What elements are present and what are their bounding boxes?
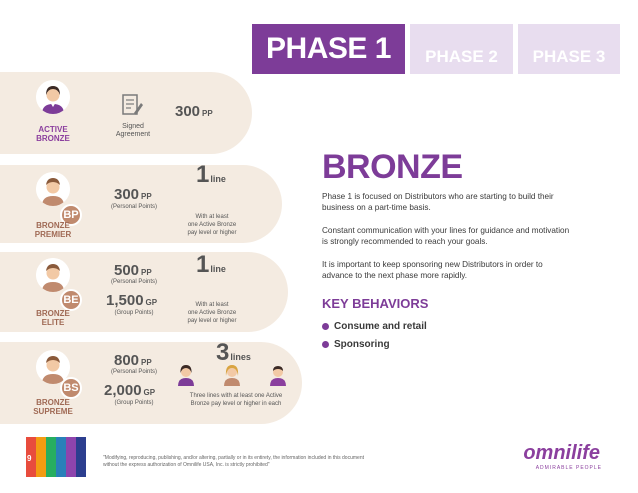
level-label-line2: ELITE — [41, 318, 65, 327]
page-number: 9 — [27, 454, 32, 463]
level-label-line1: BRONZE — [36, 309, 70, 318]
bronze-premier-points — [114, 186, 152, 203]
behavior-item — [322, 321, 427, 332]
group-unit: GP — [145, 298, 158, 307]
bronze-premier-note — [178, 213, 246, 237]
lines-word: line — [210, 264, 226, 274]
lines-word: line — [210, 174, 226, 184]
bullet-dot-icon — [322, 323, 329, 330]
badge-be-text: BE — [63, 294, 79, 306]
tab-phase-1[interactable] — [252, 24, 405, 74]
level-label-line1: BRONZE — [36, 221, 70, 230]
behavior-text: Consume and retail — [334, 321, 427, 332]
tab-phase-1-label: PHASE 1 — [266, 32, 391, 65]
lines-number: 1 — [196, 161, 210, 188]
points-unit: PP — [141, 358, 152, 367]
level-label-bronze-premier — [18, 221, 88, 239]
points-caption: (Personal Points) — [110, 279, 158, 285]
paragraph-3-line1: It is important to keep sponsoring new Distributors in order to — [322, 260, 543, 269]
behavior-item — [322, 339, 390, 350]
bronze-premier-lines — [196, 161, 226, 189]
man-avatar-icon — [36, 172, 70, 206]
level-label-bronze-elite — [18, 309, 88, 327]
points-value: 500 — [114, 262, 140, 279]
paragraph-2 — [322, 225, 622, 247]
paragraph-1 — [322, 191, 622, 213]
color-bars — [26, 437, 86, 477]
level-label-active-bronze — [18, 125, 88, 143]
points-unit: PP — [202, 109, 213, 118]
paragraph-3 — [322, 259, 622, 281]
logo-tagline: ADMIRABLE PEOPLE — [535, 465, 602, 471]
tab-phase-2-label: PHASE 2 — [425, 47, 498, 66]
lines-word: lines — [230, 352, 251, 362]
color-bar-navy — [76, 437, 86, 477]
badge-bp-text: BP — [63, 209, 79, 221]
note-line1: Three lines with at least one Active — [189, 393, 283, 399]
lines-number: 3 — [216, 339, 230, 366]
group-caption: (Group Points) — [114, 310, 154, 316]
color-bar-green — [46, 437, 56, 477]
man-avatar-icon — [268, 362, 288, 391]
paragraph-2-line1: Constant communication with your lines for guidance and motivation — [322, 226, 570, 235]
badge-be — [60, 289, 82, 311]
lines-number: 1 — [196, 251, 210, 278]
paragraph-1-line1: Phase 1 is focused on Distributors who are starting to build their — [322, 192, 554, 201]
level-label-line2: BRONZE — [36, 134, 70, 143]
paragraph-1-line2: business on a part-time basis. — [322, 203, 431, 212]
badge-bs — [60, 377, 82, 399]
points-value: 300 — [114, 186, 140, 203]
level-label-line2: PREMIER — [34, 230, 72, 239]
group-unit: GP — [143, 388, 156, 397]
disclaimer — [103, 455, 403, 469]
note-line2: one Active Bronze — [187, 222, 237, 228]
points-unit: PP — [141, 192, 152, 201]
bronze-elite-lines — [196, 251, 226, 279]
paragraph-2-line2: is strongly recommended to reach your goals. — [322, 237, 488, 246]
page-title: BRONZE — [322, 148, 463, 186]
man-avatar-icon — [36, 258, 70, 292]
tab-phase-3-label: PHASE 3 — [532, 47, 606, 66]
note-line1: With at least — [195, 302, 229, 308]
points-value: 800 — [114, 352, 140, 369]
bronze-supreme-points — [114, 352, 152, 369]
group-value: 1,500 — [106, 292, 144, 309]
bronze-elite-note — [178, 301, 246, 325]
note-line1: With at least — [195, 214, 229, 220]
tab-phase-3[interactable] — [518, 24, 620, 74]
document-pencil-icon — [120, 93, 144, 122]
badge-bs-text: BS — [63, 382, 79, 394]
key-behaviors-heading: KEY BEHAVIORS — [322, 296, 429, 311]
woman-avatar-icon — [222, 362, 242, 391]
note-line2: one Active Bronze — [187, 310, 237, 316]
bronze-supreme-group-points — [104, 382, 155, 399]
signed-line1: Signed — [122, 123, 144, 130]
points-caption: (Personal Points) — [110, 369, 158, 375]
points-value: 300 — [175, 103, 201, 120]
level-label-line1: BRONZE — [36, 398, 70, 407]
points-unit: PP — [141, 268, 152, 277]
points-caption: (Personal Points) — [110, 204, 158, 210]
disclaimer-line2: without the express authorization of Omnilife USA, Inc. is strictly prohibited" — [103, 462, 270, 468]
group-value: 2,000 — [104, 382, 142, 399]
disclaimer-line1: "Modifying, reproducing, publishing, and/or altering, partially or in its entirety, the information included in this document — [103, 455, 364, 461]
bronze-supreme-note — [176, 392, 296, 408]
active-bronze-points — [175, 103, 213, 120]
note-line3: pay level or higher — [187, 318, 237, 324]
level-label-bronze-supreme — [18, 398, 88, 416]
woman-avatar-icon — [176, 362, 196, 391]
color-bar-blue — [56, 437, 66, 477]
footer — [8, 437, 630, 477]
level-label-line1: ACTIVE — [38, 125, 68, 134]
group-caption: (Group Points) — [114, 400, 154, 406]
bullet-dot-icon — [322, 341, 329, 348]
note-line2: Bronze pay level or higher in each — [190, 401, 282, 407]
omnilife-logo: omnilife — [523, 442, 600, 464]
note-line3: pay level or higher — [187, 230, 237, 236]
paragraph-3-line2: advance to the next phase more rapidly. — [322, 271, 468, 280]
signed-agreement-text — [108, 123, 158, 139]
color-bar-purple — [66, 437, 76, 477]
signed-line2: Agreement — [115, 131, 151, 138]
bronze-elite-points — [114, 262, 152, 279]
woman-avatar-icon — [36, 80, 70, 114]
tab-phase-2[interactable] — [410, 24, 513, 74]
bronze-elite-group-points — [106, 292, 157, 309]
color-bar-orange — [36, 437, 46, 477]
behavior-text: Sponsoring — [334, 339, 390, 350]
level-label-line2: SUPREME — [33, 407, 73, 416]
